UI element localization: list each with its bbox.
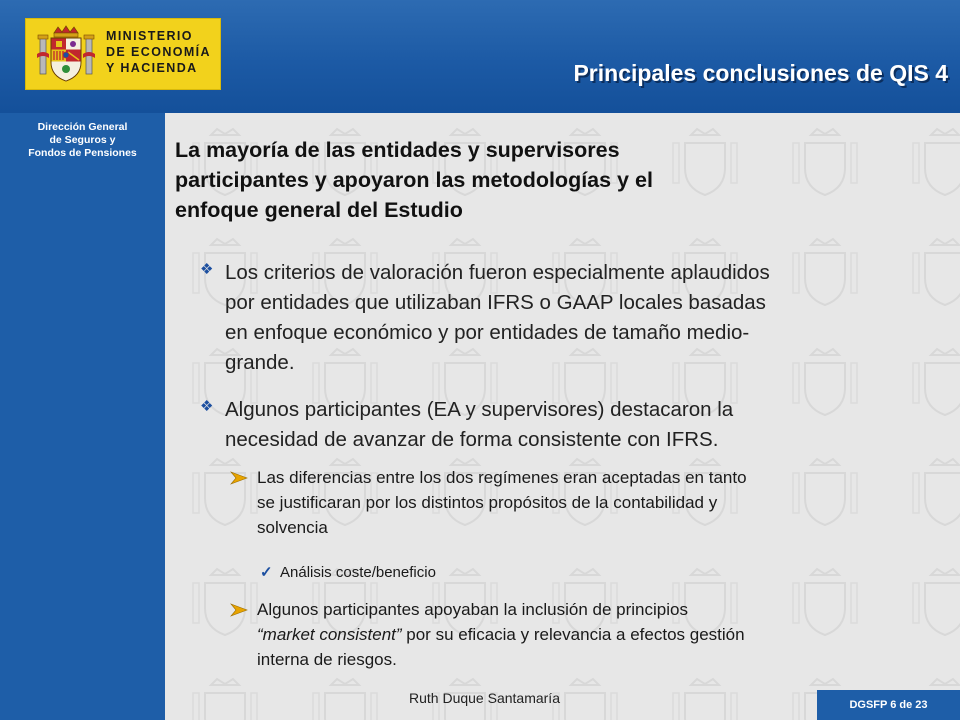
bullet-line: Algunos participantes (EA y supervisores) destacaron la — [225, 398, 734, 421]
bullet-text — [225, 258, 925, 378]
content-area — [165, 113, 960, 720]
checkmark-icon: ✓ — [260, 564, 273, 581]
ministry-line: Y HACIENDA — [106, 61, 198, 75]
org-line: de Seguros y — [49, 134, 116, 146]
page-number-badge: DGSFP 6 de 23 — [817, 690, 960, 720]
bullet-line: por entidades que utilizaban IFRS o GAAP locales basadas — [225, 291, 766, 314]
organization-name — [0, 121, 165, 160]
sidebar — [0, 113, 165, 720]
slide-title: Principales conclusiones de QIS 4 — [573, 60, 948, 86]
ministry-name — [106, 28, 220, 76]
ministry-logo — [25, 18, 221, 90]
diamond-bullet-icon: ❖ — [200, 398, 214, 415]
bullet-line: grande. — [225, 351, 295, 374]
arrow-bullet-icon — [230, 602, 248, 618]
org-line: Fondos de Pensiones — [28, 147, 137, 159]
bullet-line: necesidad de avanzar de forma consistente con IFRS. — [225, 428, 719, 451]
sub-bullet-text — [257, 465, 957, 540]
quoted-term: “market consistent” — [257, 625, 402, 644]
diamond-bullet-icon: ❖ — [200, 261, 214, 278]
sub-bullet-line: solvencia — [257, 518, 328, 537]
bullet-line: Los criterios de valoración fueron especialmente aplaudidos — [225, 261, 770, 284]
bullet-line: en enfoque económico y por entidades de tamaño medio- — [225, 321, 750, 344]
sub-bullet-line: se justificaran por los distintos propósitos de la contabilidad y — [257, 493, 718, 512]
lead-line: La mayoría de las entidades y supervisores — [175, 138, 620, 162]
lead-line: participantes y apoyaron las metodologías y el — [175, 168, 653, 192]
sub-bullet-line: Las diferencias entre los dos regímenes eran aceptadas en tanto — [257, 468, 747, 487]
sub-bullet-line — [257, 622, 957, 647]
lead-statement — [175, 135, 795, 225]
check-item-text: Análisis coste/beneficio — [280, 564, 436, 581]
sub-bullet-line: interna de riesgos. — [257, 650, 397, 669]
arrow-bullet-icon — [230, 470, 248, 486]
header-band — [0, 0, 960, 113]
org-line: Dirección General — [37, 121, 128, 133]
bullet-text — [225, 395, 925, 455]
coat-of-arms-icon — [35, 24, 97, 86]
footer-author: Ruth Duque Santamaría — [409, 690, 560, 706]
sub-bullet-text — [257, 597, 957, 672]
sub-bullet-line: Algunos participantes apoyaban la inclusión de principios — [257, 600, 688, 619]
lead-line: enfoque general del Estudio — [175, 198, 463, 222]
ministry-line: DE ECONOMÍA — [106, 45, 211, 59]
ministry-line: MINISTERIO — [106, 29, 193, 43]
sub-bullet-line-rest: por su eficacia y relevancia a efectos gestión — [401, 625, 745, 644]
